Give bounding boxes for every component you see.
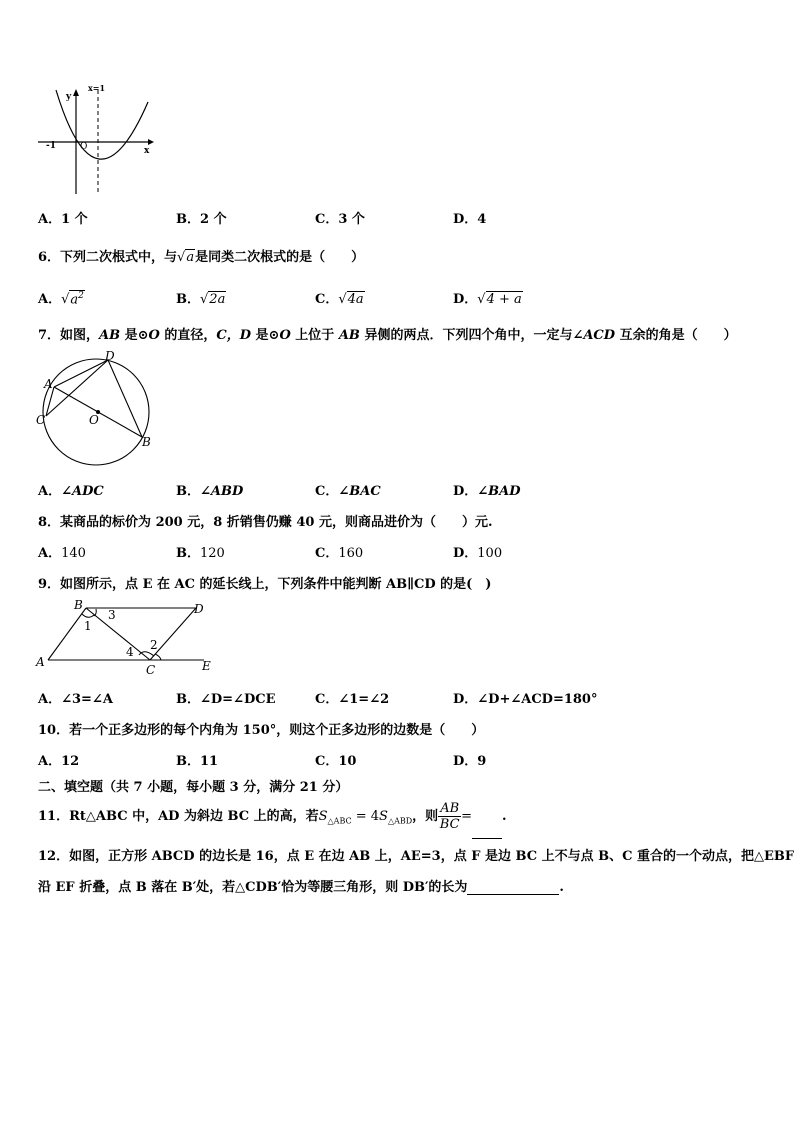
q12-line-2: 沿 EF 折叠，点 B 落在 B′处，若△CDB′恰为等腰三角形，则 DB′的长为 . — [38, 880, 564, 895]
symmetry-label: x=1 — [88, 83, 106, 93]
parallel-lines-figure — [34, 596, 216, 676]
q5-option-a[interactable]: A．1 个 — [38, 212, 88, 227]
label-b: B — [142, 435, 151, 449]
angle-2-arc — [155, 654, 161, 660]
q7-option-b[interactable]: B．∠ABD — [176, 484, 244, 499]
x-axis-label: x — [144, 146, 150, 156]
q9-stem: 9．如图所示，点 E 在 AC 的延长线上，下列条件中能判断 AB∥CD 的是( ) — [38, 577, 492, 592]
line-bc — [86, 608, 150, 660]
y-axis-arrow — [73, 89, 79, 96]
q6-option-b[interactable]: B．√2a — [176, 292, 226, 307]
q10-stem: 10．若一个正多边形的每个内角为 150°，则这个正多边形的边数是（ ） — [38, 723, 485, 738]
y-axis-label: y — [66, 92, 72, 102]
label-c: C — [146, 663, 156, 676]
q9-option-c[interactable]: C．∠1=∠2 — [315, 692, 390, 707]
q8-option-c[interactable]: C．160 — [315, 546, 364, 561]
q8-stem: 8．某商品的标价为 200 元，8 折销售仍赚 40 元，则商品进价为（ ）元. — [38, 515, 493, 530]
q7-option-a[interactable]: A．∠ADC — [38, 484, 104, 499]
q5-option-b[interactable]: B．2 个 — [176, 212, 227, 227]
q11-answer-blank[interactable] — [472, 824, 502, 839]
q8-option-a[interactable]: A．140 — [38, 546, 86, 561]
q11-fraction: $\frac{AB}{BC}$ — [439, 801, 460, 832]
q10-option-d[interactable]: D．9 — [453, 754, 487, 769]
q12-line-1: 12．如图，正方形 ABCD 的边长是 16，点 E 在边 AB 上，AE=3，点 F 是边 BC 上不与点 B、C 重合的一个动点，把△EBF — [38, 849, 794, 864]
q6-option-d[interactable]: D．√4 + a — [453, 292, 522, 307]
section-2-title: 二、填空题（共 7 小题，每小题 3 分，满分 21 分） — [38, 780, 349, 795]
label-o: O — [89, 413, 99, 427]
line-cd — [150, 608, 196, 660]
angle-label-3: 3 — [108, 608, 116, 622]
q7-option-c[interactable]: C．∠BAC — [315, 484, 381, 499]
q8-option-b[interactable]: B．120 — [176, 546, 225, 561]
line-ab — [48, 608, 86, 660]
q9-option-b[interactable]: B．∠D=∠DCE — [176, 692, 276, 707]
q6-stem: 6．下列二次根式中，与√a是同类二次根式的是（ ） — [38, 250, 365, 265]
q10-option-b[interactable]: B．11 — [176, 754, 219, 769]
angle-4-arc — [139, 652, 154, 656]
q7-option-d[interactable]: D．∠BAD — [453, 484, 521, 499]
q9-option-a[interactable]: A．∠3=∠A — [38, 692, 113, 707]
q5-option-d[interactable]: D．4 — [453, 212, 487, 227]
angle-1-arc — [82, 614, 94, 617]
angle-label-4: 4 — [126, 645, 134, 659]
label-a: A — [44, 377, 53, 391]
q9-option-d[interactable]: D．∠D+∠ACD=180° — [453, 692, 598, 707]
label-c: C — [36, 413, 46, 427]
q7-stem: 7．如图，AB 是⊙O 的直径，C，D 是⊙O 上位于 AB 异侧的两点．下列四个角中，一定与∠ACD 互余的角是（ ） — [38, 328, 737, 343]
label-b: B — [74, 598, 83, 612]
q10-option-a[interactable]: A．12 — [38, 754, 80, 769]
origin-label: O — [80, 142, 88, 152]
parabola-graph — [30, 82, 160, 197]
x-axis-arrow — [148, 139, 154, 145]
q6-option-a[interactable]: A．$√a^2$ — [38, 290, 84, 307]
circle-figure — [34, 344, 164, 469]
q10-option-c[interactable]: C．10 — [315, 754, 357, 769]
q11-stem: 11．Rt△ABC 中，AD 为斜边 BC 上的高，若$S_{\triangle ABC} = 4S_{\triangle ABD}$，则 $\frac{AB}{BC}$ = . — [38, 800, 507, 839]
label-a: A — [36, 655, 45, 669]
label-d: D — [105, 349, 115, 363]
neg-one-label: -1 — [46, 141, 56, 151]
label-e: E — [202, 659, 211, 673]
segment-ad — [54, 360, 108, 387]
label-d: D — [194, 602, 204, 616]
q5-option-c[interactable]: C．3 个 — [315, 212, 365, 227]
angle-label-2: 2 — [150, 638, 158, 652]
q12-answer-blank[interactable] — [467, 880, 559, 895]
segment-db — [108, 360, 142, 437]
q6-option-c[interactable]: C．√4a — [315, 292, 364, 307]
q8-option-d[interactable]: D．100 — [453, 546, 503, 561]
angle-label-1: 1 — [84, 619, 92, 633]
